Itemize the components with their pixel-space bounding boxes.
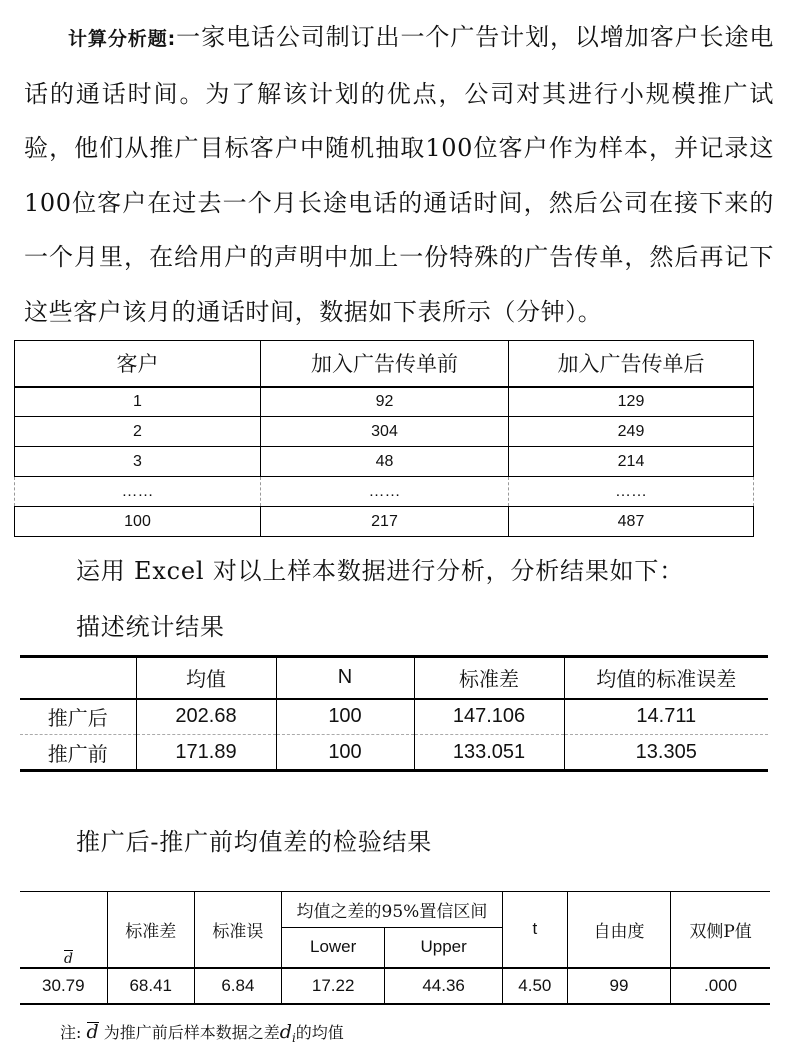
table-row <box>20 735 768 771</box>
excel-analysis-text: 运用 Excel 对以上样本数据进行分析，分析结果如下： <box>76 557 685 585</box>
test-result-heading: 推广后-推广前均值差的检验结果 <box>76 828 433 856</box>
table-cell: 202.68 <box>136 699 276 735</box>
table3-header-ci: 均值之差的95%置信区间 <box>281 892 502 928</box>
table-cell: 2 <box>15 417 261 447</box>
table1-header-before: 加入广告传单前 <box>261 341 509 387</box>
table-cell: 14.711 <box>564 699 768 735</box>
table-cell: 171.89 <box>136 735 276 771</box>
table-cell: 48 <box>261 447 509 477</box>
table-cell: 3 <box>15 447 261 477</box>
table-cell: 304 <box>261 417 509 447</box>
table3-header-sd: 标准差 <box>107 892 194 968</box>
descriptive-stats-heading: 描述统计结果 <box>76 613 225 641</box>
table2-header-se: 均值的标准误差 <box>564 657 768 699</box>
table-cell: 推广后 <box>20 699 136 735</box>
table-row <box>20 968 770 1004</box>
table-cell: 100 <box>276 699 414 735</box>
table-cell: 6.84 <box>194 968 281 1004</box>
paired-test-table <box>20 891 770 1005</box>
table3-header-upper: Upper <box>385 928 503 968</box>
table-row <box>20 699 768 735</box>
table-cell: 推广前 <box>20 735 136 771</box>
table1-header-customer: 客户 <box>15 341 261 387</box>
problem-text: 一家电话公司制订出一个广告计划，以增加客户长途电话的通话时间。为了解该计划的优点，公司对其进行小规模推广试验，他们从推广目标客户中随机抽取100位客户作为样本，并记录这100位客户在过去一个月长途电话的通话时间，然后公司在接下来的一个月里，在给用户的声明中加上一份特殊的广告传单，然后再记下这些客户该月的通话时间，数据如下表所示（分钟）。 <box>24 23 774 326</box>
table-cell: 217 <box>261 507 509 537</box>
descriptive-stats-table <box>20 655 768 772</box>
table3-header-df: 自由度 <box>567 892 670 968</box>
table-cell: 487 <box>509 507 754 537</box>
table-cell: …… <box>15 477 261 507</box>
table-cell: 4.50 <box>502 968 567 1004</box>
call-time-table <box>14 340 754 537</box>
table-cell: 92 <box>261 387 509 417</box>
problem-paragraph <box>24 10 774 339</box>
table-cell: 1 <box>15 387 261 417</box>
table-cell: 100 <box>15 507 261 537</box>
table-cell: .000 <box>671 968 770 1004</box>
table1-header-after: 加入广告传单后 <box>509 341 754 387</box>
table-cell: …… <box>509 477 754 507</box>
table3-header-lower: Lower <box>281 928 384 968</box>
table2-header-n: N <box>276 657 414 699</box>
table-cell: 147.106 <box>414 699 564 735</box>
table-cell: 100 <box>276 735 414 771</box>
table-row <box>15 447 754 477</box>
table3-header-p: 双侧P值 <box>671 892 770 968</box>
table-row <box>15 387 754 417</box>
di-symbol: d <box>279 1021 292 1043</box>
table-cell: 99 <box>567 968 670 1004</box>
footnote <box>60 1020 344 1045</box>
table2-header-blank <box>20 657 136 699</box>
table-row <box>15 477 754 507</box>
footnote-suffix: 的均值 <box>295 1023 344 1042</box>
problem-lead: 计算分析题: <box>68 28 176 50</box>
table-row <box>15 507 754 537</box>
table-cell: …… <box>261 477 509 507</box>
table-cell: 44.36 <box>385 968 503 1004</box>
table-cell: 129 <box>509 387 754 417</box>
table-cell: 214 <box>509 447 754 477</box>
table3-header-se: 标准误 <box>194 892 281 968</box>
footnote-prefix: 注: <box>60 1023 82 1042</box>
dbar-symbol: d <box>86 1021 99 1043</box>
table2-header-sd: 标准差 <box>414 657 564 699</box>
table-cell: 68.41 <box>107 968 194 1004</box>
table2-header-mean: 均值 <box>136 657 276 699</box>
table-cell: 30.79 <box>20 968 107 1004</box>
footnote-mid: 为推广前后样本数据之差 <box>103 1023 280 1042</box>
table-cell: 249 <box>509 417 754 447</box>
table-cell: 13.305 <box>564 735 768 771</box>
table-cell: 133.051 <box>414 735 564 771</box>
table-cell: 17.22 <box>281 968 384 1004</box>
di-subscript: i <box>291 1031 296 1046</box>
table-row <box>15 417 754 447</box>
dbar-label: d <box>64 951 73 967</box>
table3-header-t: t <box>502 892 567 968</box>
